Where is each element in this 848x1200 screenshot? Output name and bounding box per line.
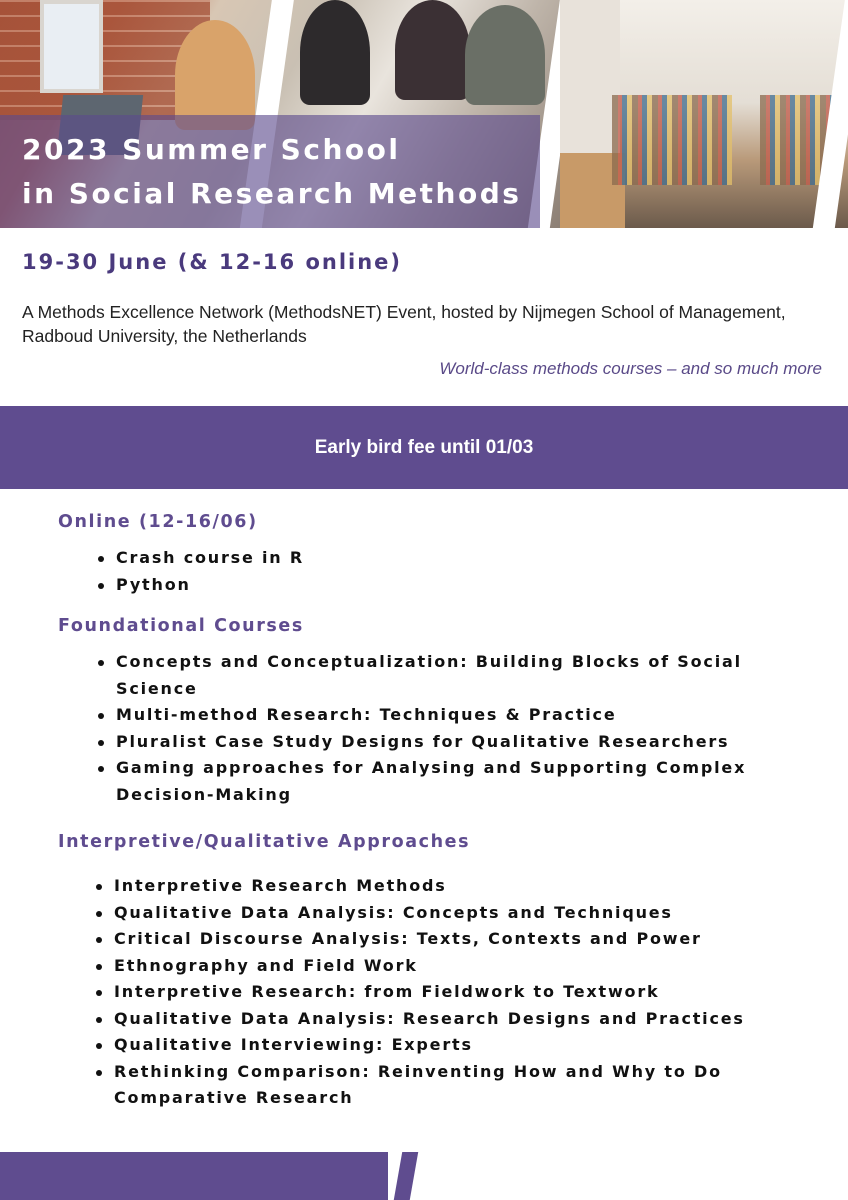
title-line-1: 2023 Summer School	[22, 133, 401, 166]
list-item: Python	[96, 572, 796, 599]
list-item: Critical Discourse Analysis: Texts, Contexts and Power	[94, 926, 794, 953]
list-item: Qualitative Interviewing: Experts	[94, 1032, 794, 1059]
section-heading-online: Online (12-16/06)	[58, 512, 258, 532]
list-item: Interpretive Research Methods	[94, 873, 794, 900]
host-description: A Methods Excellence Network (MethodsNET) Event, hosted by Nijmegen School of Management, Radboud University, the Netherlands	[22, 302, 786, 346]
section-heading-interpretive: Interpretive/Qualitative Approaches	[58, 832, 471, 852]
early-bird-text: Early bird fee until 01/03	[314, 436, 534, 458]
foundational-course-list	[96, 649, 796, 808]
interpretive-course-list	[94, 873, 794, 1112]
list-item: Crash course in R	[96, 545, 796, 572]
footer-bar	[0, 1152, 388, 1200]
page-title	[22, 128, 521, 216]
student-figure	[395, 0, 470, 100]
list-item: Pluralist Case Study Designs for Qualitative Researchers	[96, 729, 796, 756]
window	[40, 0, 103, 93]
early-bird-banner	[0, 406, 848, 489]
presenter-figure	[560, 0, 620, 153]
list-item: Interpretive Research: from Fieldwork to Textwork	[94, 979, 794, 1006]
online-course-list	[96, 545, 796, 598]
student-figure	[175, 20, 255, 130]
student-figure	[465, 5, 545, 105]
section-heading-foundational: Foundational Courses	[58, 616, 304, 636]
footer-slash	[394, 1152, 418, 1200]
list-item: Qualitative Data Analysis: Concepts and Techniques	[94, 900, 794, 927]
event-dates: 19-30 June (& 12-16 online)	[22, 250, 403, 274]
list-item: Ethnography and Field Work	[94, 953, 794, 980]
tagline: World-class methods courses – and so much more	[439, 359, 822, 378]
list-item: Gaming approaches for Analysing and Supporting Complex Decision-Making	[96, 755, 796, 808]
list-item: Multi-method Research: Techniques & Practice	[96, 702, 796, 729]
library-photo	[560, 0, 848, 228]
title-line-2: in Social Research Methods	[22, 177, 522, 210]
list-item: Concepts and Conceptualization: Building Blocks of Social Science	[96, 649, 796, 702]
bookshelf	[612, 95, 732, 185]
student-figure	[300, 0, 370, 105]
list-item: Rethinking Comparison: Reinventing How and Why to Do Comparative Research	[94, 1059, 794, 1112]
list-item: Qualitative Data Analysis: Research Designs and Practices	[94, 1006, 794, 1033]
